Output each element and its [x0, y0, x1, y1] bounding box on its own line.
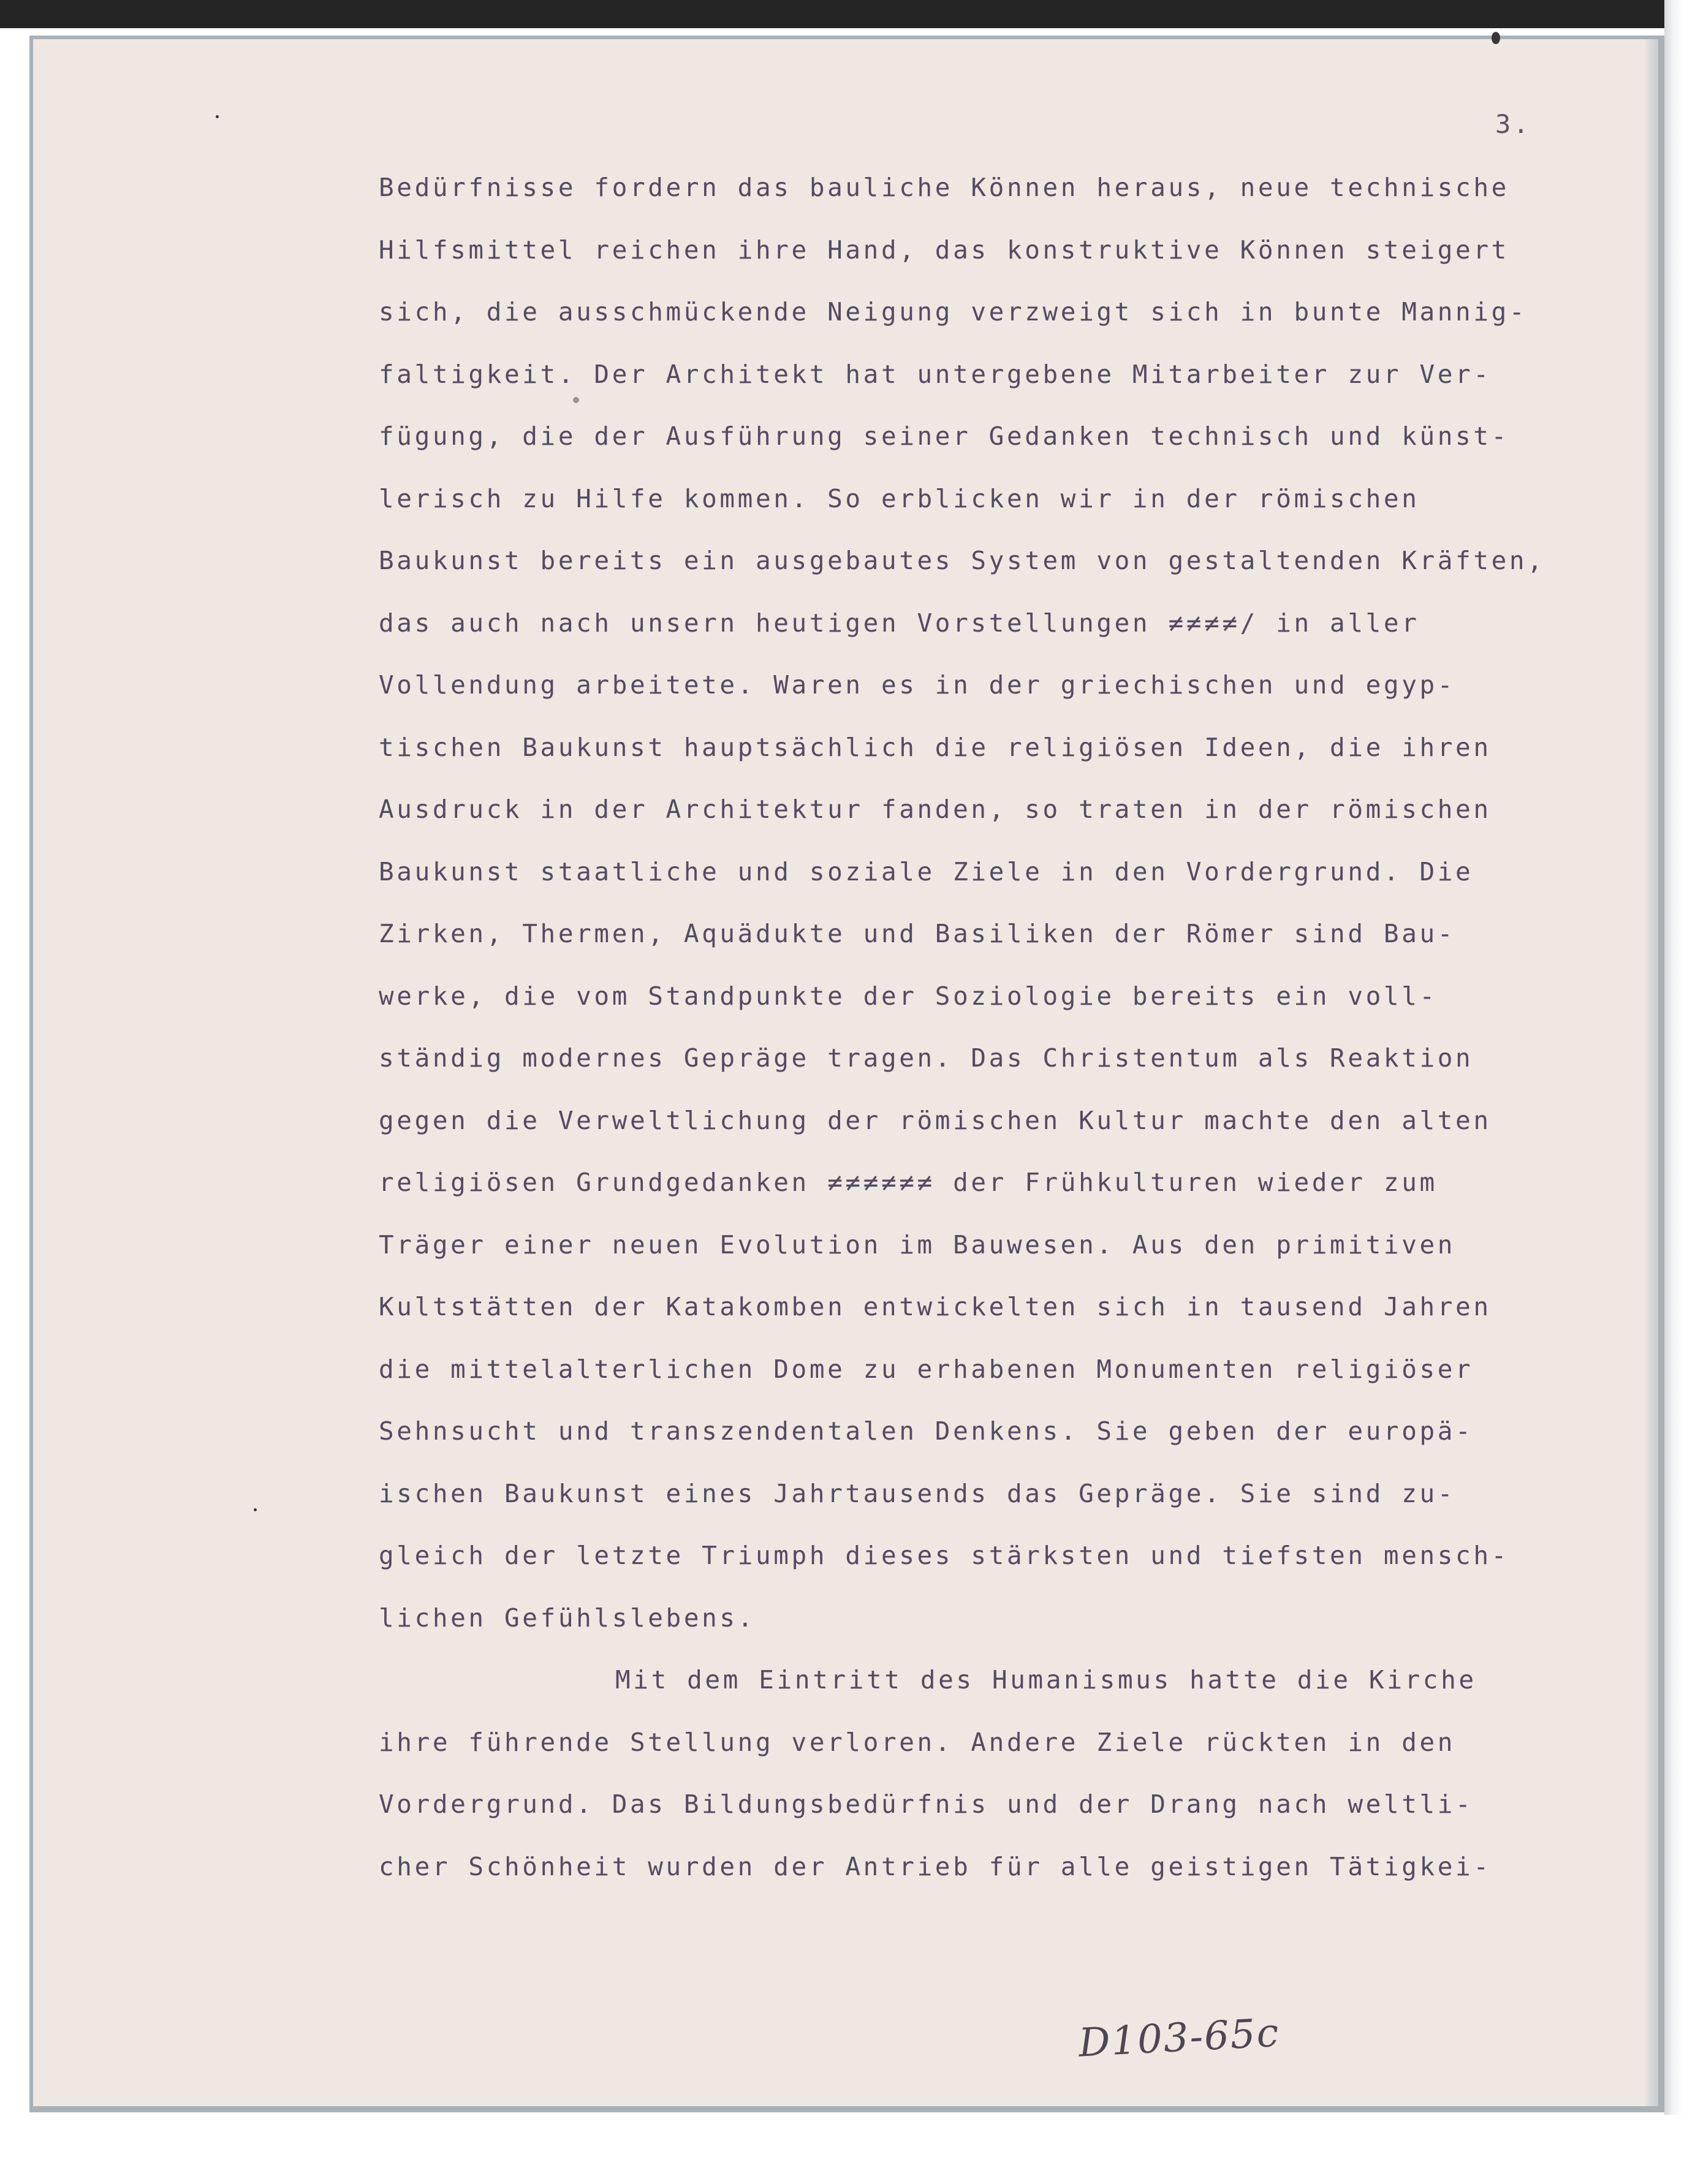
text-line: faltigkeit. Der Architekt hat untergebene Mitarbeiter zur Ver- [379, 359, 1492, 389]
text-line: lerisch zu Hilfe kommen. So erblicken wir in der römischen [379, 483, 1420, 513]
text-line: Hilfsmittel reichen ihre Hand, das konstruktive Können steigert [379, 235, 1509, 265]
text-line: werke, die vom Standpunkte der Soziologie bereits ein voll- [379, 981, 1438, 1011]
paper-speck [1492, 32, 1500, 44]
text-line: Baukunst bereits ein ausgebautes System von gestaltenden Kräften, [379, 546, 1545, 575]
paper-speck [254, 1508, 257, 1511]
text-line: Vollendung arbeitete. Waren es in der griechischen und egyp- [379, 670, 1456, 700]
text-line: sich, die ausschmückende Neigung verzweigt sich in bunte Mannig- [379, 297, 1528, 327]
text-line: die mittelalterlichen Dome zu erhabenen Monumenten religiöser [379, 1354, 1474, 1384]
text-line: Mit dem Eintritt des Humanismus hatte die Kirche [615, 1665, 1477, 1695]
typewritten-text [379, 170, 1653, 1911]
text-line: Träger einer neuen Evolution im Bauwesen. Aus den primitiven [379, 1230, 1456, 1260]
text-line: cher Schönheit wurden der Antrieb für alle geistigen Tätigkei- [379, 1851, 1492, 1881]
text-line: Ausdruck in der Architektur fanden, so traten in der römischen [379, 795, 1492, 824]
text-line: ischen Baukunst eines Jahrtausends das Gepräge. Sie sind zu- [379, 1478, 1456, 1508]
scan-top-edge [0, 0, 1695, 28]
text-line: tischen Baukunst hauptsächlich die religiösen Ideen, die ihren [379, 732, 1492, 762]
text-line: Vordergrund. Das Bildungsbedürfnis und der Drang nach weltli- [379, 1789, 1474, 1819]
text-line: gleich der letzte Triumph dieses stärksten und tiefsten mensch- [379, 1541, 1509, 1570]
text-line: Bedürfnisse fordern das bauliche Können heraus, neue technische [379, 173, 1509, 202]
paper-speck [216, 115, 219, 118]
text-line: fügung, die der Ausführung seiner Gedanken technisch und künst- [379, 421, 1509, 451]
text-line: das auch nach unsern heutigen Vorstellungen ≠≠≠≠/ in aller [379, 608, 1420, 638]
text-line: Kultstätten der Katakomben entwickelten sich in tausend Jahren [379, 1292, 1492, 1321]
text-line: religiösen Grundgedanken ≠≠≠≠≠≠ der Frühkulturen wieder zum [379, 1168, 1438, 1197]
text-line: ständig modernes Gepräge tragen. Das Christentum als Reaktion [379, 1043, 1474, 1073]
scan-right-edge [1664, 0, 1695, 2184]
text-line: Sehnsucht und transzendentalen Denkens. Sie geben der europä- [379, 1416, 1474, 1446]
text-line: gegen die Verweltlichung der römischen Kultur machte den alten [379, 1105, 1492, 1135]
scan-bottom-edge [0, 2115, 1695, 2184]
text-line: lichen Gefühlslebens. [379, 1603, 756, 1633]
page-number: 3. [1495, 109, 1531, 139]
text-line: Zirken, Thermen, Aquädukte und Basiliken der Römer sind Bau- [379, 919, 1456, 948]
text-line: ihre führende Stellung verloren. Andere Ziele rückten in den [379, 1727, 1456, 1757]
text-line: Baukunst staatliche und soziale Ziele in den Vordergrund. Die [379, 856, 1474, 886]
paper-speck [573, 397, 579, 403]
archive-signature: D103-65c [1077, 2010, 1281, 2066]
